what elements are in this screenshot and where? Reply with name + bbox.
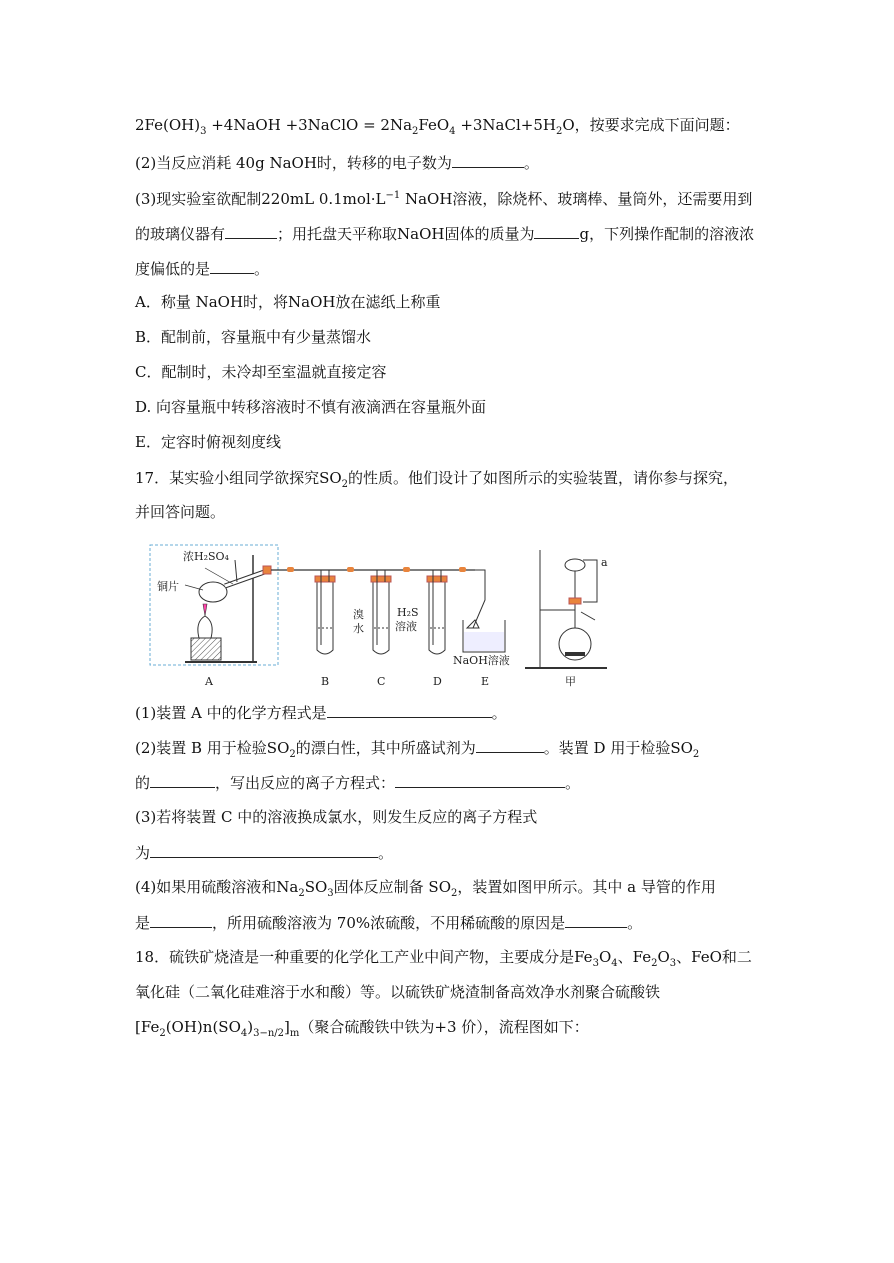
label-B: B xyxy=(321,675,330,688)
apparatus-jia xyxy=(525,550,607,668)
label-bromine-1: 溴 xyxy=(353,608,364,621)
flask-a xyxy=(199,582,227,602)
option-a: A．称量 NaOH时，将NaOH放在滤纸上称重 xyxy=(135,293,441,311)
answer-blank[interactable] xyxy=(534,223,579,239)
label-C: C xyxy=(377,675,386,688)
q17-part4-line1: (4)如果用硫酸溶液和$Na_2SO_3$固体反应制备 $SO_2$，装置如图甲所示。其中 a 导管的作用 xyxy=(135,878,716,899)
q16-part3-line1: (3)现实验室欲配制220mL $0.1mol\cdot L^{-1}$ NaOH溶液，除烧杯、玻璃棒、量筒外，还需要用到 xyxy=(135,190,753,208)
answer-blank[interactable] xyxy=(452,152,524,168)
q17-part4-line2: 是 ，所用硫酸溶液为 70%浓硫酸，不用稀硫酸的原因是 。 xyxy=(135,914,643,932)
q17-part3-line1: (3)若将装置 C 中的溶液换成氯水，则发生反应的离子方程式 xyxy=(135,808,538,826)
q17-intro: 17．某实验小组同学欲探究$SO_2$的性质。他们设计了如图所示的实验装置，请你参与探究， xyxy=(135,469,739,490)
q18-line1: 18．硫铁矿烧渣是一种重要的化学化工产业中间产物，主要成分是$Fe_3O_4$、$Fe_2O_3$、FeO和二 xyxy=(135,948,752,969)
q18-line2: 氧化硅（二氧化硅难溶于水和酸）等。以硫铁矿烧渣制备高效净水剂聚合硫酸铁 xyxy=(135,983,661,1001)
label-jia: 甲 xyxy=(565,675,576,688)
reaction-equation: $2Fe(OH)_3$ +4NaOH +3NaClO = $2Na_2FeO_4$ $+3NaCl+5H_2O$，按要求完成下面问题： xyxy=(135,116,740,137)
stopper xyxy=(263,566,271,574)
answer-blank[interactable] xyxy=(476,737,544,753)
q16-part3-line3: 度偏低的是 。 xyxy=(135,260,270,278)
answer-blank[interactable] xyxy=(565,912,627,928)
option-e: E．定容时俯视刻度线 xyxy=(135,433,281,451)
alcohol-lamp xyxy=(198,616,212,638)
q17-part1: (1)装置 A 中的化学方程式是 。 xyxy=(135,704,507,722)
answer-blank[interactable] xyxy=(210,258,254,274)
q17-intro-cont: 并回答问题。 xyxy=(135,503,226,521)
q16-part2: (2)当反应消耗 40g NaOH时，转移的电子数为 。 xyxy=(135,154,539,172)
answer-blank[interactable] xyxy=(225,223,277,239)
answer-blank[interactable] xyxy=(150,842,378,858)
answer-blank[interactable] xyxy=(150,912,212,928)
flame xyxy=(203,604,207,616)
label-a: a xyxy=(601,556,608,569)
test-tube-b xyxy=(315,570,335,654)
q18-line3: $[Fe_2(OH)n(SO_4)_{3-n/2}]_m$（聚合硫酸铁中铁为+3 价），流程图如下： xyxy=(135,1018,589,1039)
test-tube-c xyxy=(371,570,391,654)
label-conc-h2so4: 浓H₂SO₄ xyxy=(183,550,229,563)
answer-blank[interactable] xyxy=(327,702,492,718)
option-d: D. 向容量瓶中转移溶液时不慎有液滴洒在容量瓶外面 xyxy=(135,398,487,416)
answer-blank[interactable] xyxy=(150,772,215,788)
q16-part3-line2: 的玻璃仪器有 ；用托盘天平称取NaOH固体的质量为 g，下列操作配制的溶液浓 xyxy=(135,225,755,243)
label-h2s-1: H₂S xyxy=(397,606,419,619)
label-naoh: NaOH溶液 xyxy=(453,654,510,667)
option-c: C．配制时，未冷却至室温就直接定容 xyxy=(135,363,387,381)
equation-tail: ，按要求完成下面问题： xyxy=(574,116,740,134)
q17-part2-line1: (2)装置 B 用于检验$SO_2$的漂白性，其中所盛试剂为 。装置 D 用于检验$SO_2$ xyxy=(135,739,700,760)
q17-part3-line2: 为 。 xyxy=(135,844,394,862)
beaker-e xyxy=(463,570,505,652)
label-D: D xyxy=(433,675,442,688)
test-tube-d xyxy=(427,570,447,654)
answer-blank[interactable] xyxy=(395,772,565,788)
label-E: E xyxy=(481,675,490,688)
q17-part2-line2: 的 ，写出反应的离子方程式： 。 xyxy=(135,774,581,792)
heater-block xyxy=(191,638,221,660)
label-h2s-2: 溶液 xyxy=(395,620,417,633)
label-copper: 铜片 xyxy=(157,580,179,593)
option-b: B．配制前，容量瓶中有少量蒸馏水 xyxy=(135,328,372,346)
apparatus-figure xyxy=(145,540,625,690)
label-A: A xyxy=(205,675,213,688)
label-bromine-2: 水 xyxy=(353,622,364,635)
